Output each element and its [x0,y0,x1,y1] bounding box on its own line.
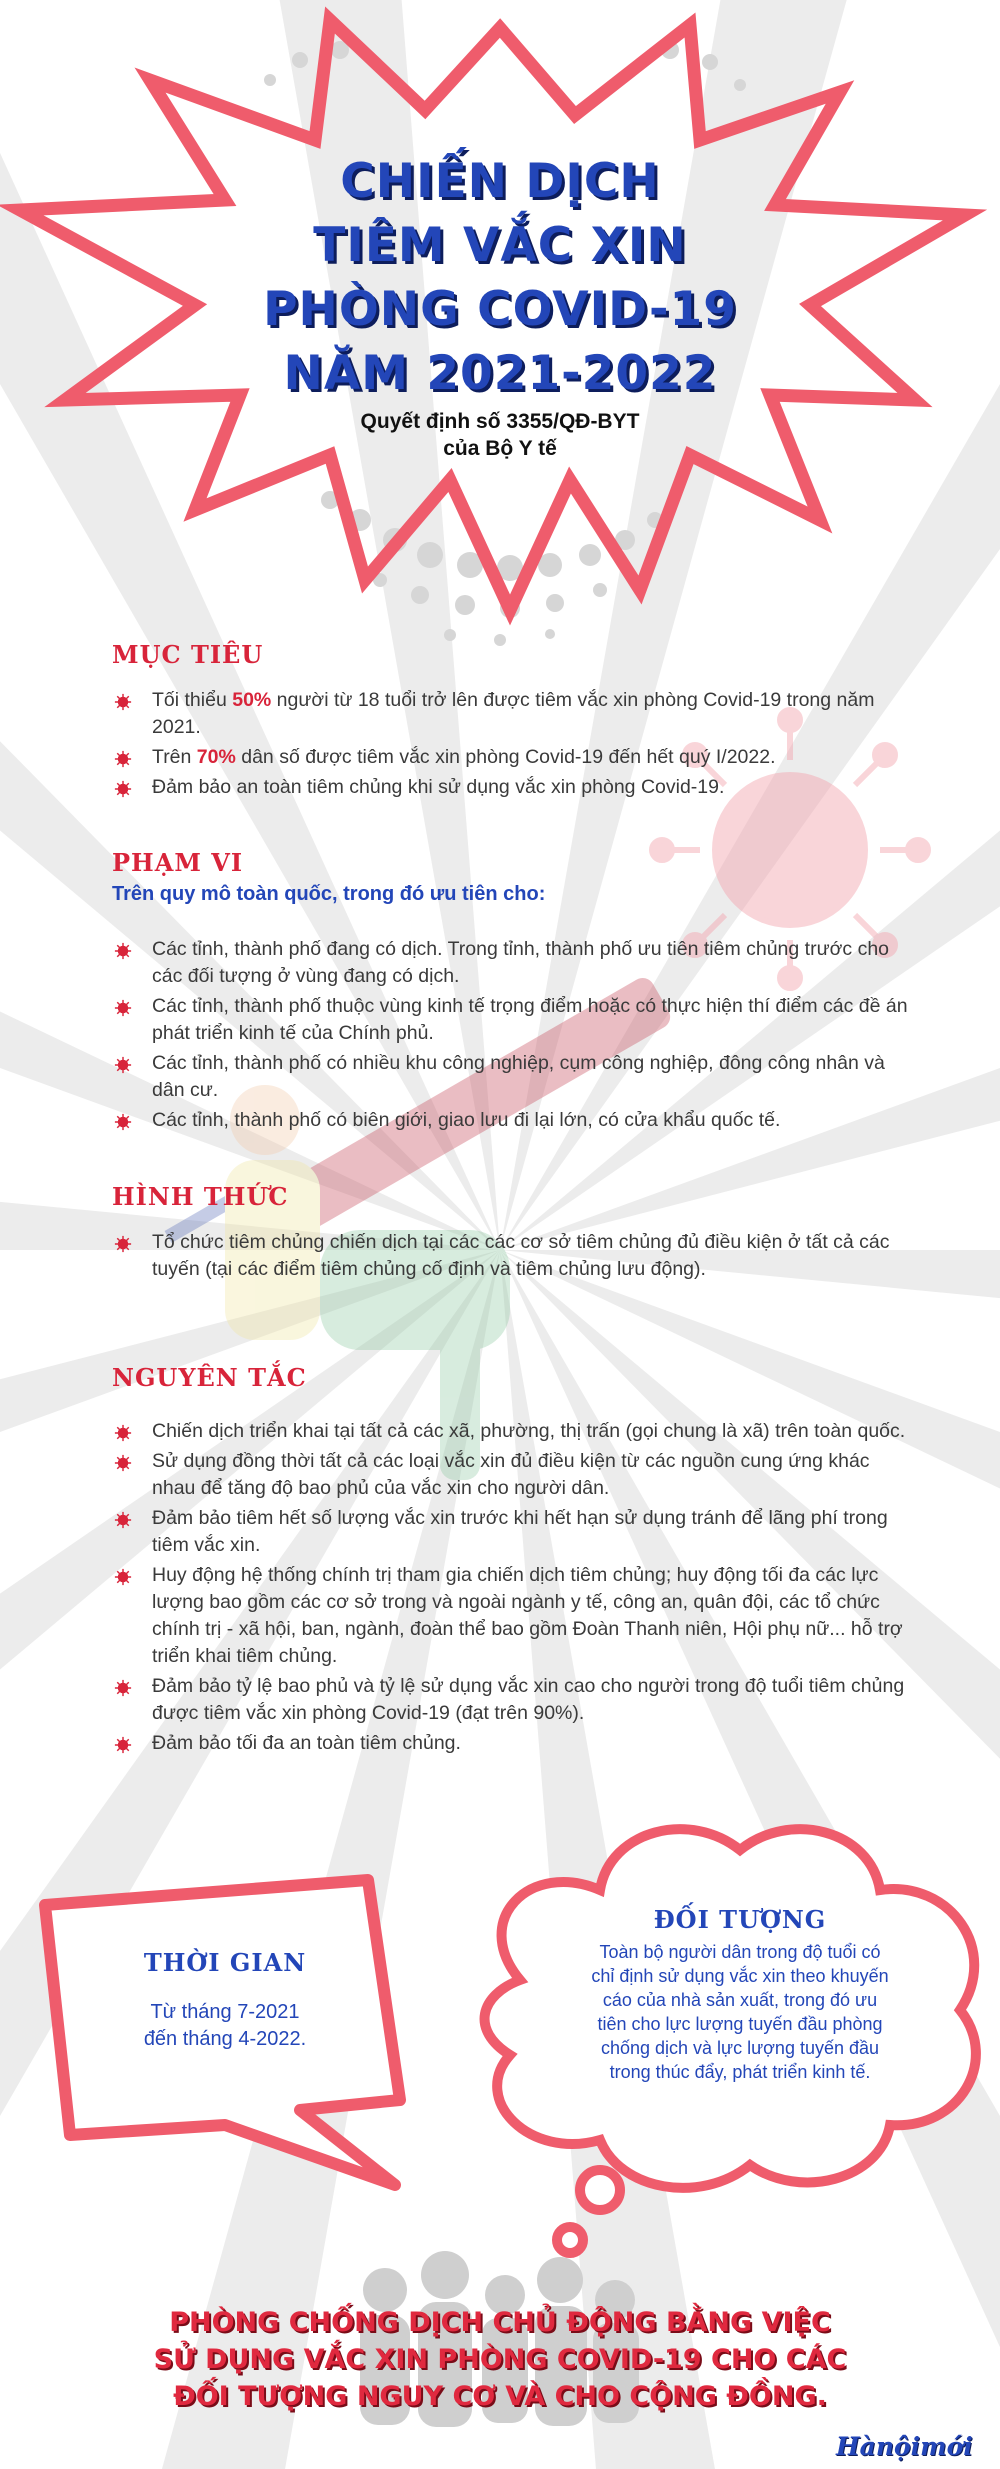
virus-bullet-icon [114,749,132,767]
target-box [550,1905,930,2084]
footer-slogan [130,2304,870,2415]
virus-bullet-icon [114,1510,132,1528]
time-text [75,1999,375,2053]
item-text: người từ 18 tuổi trở lên được tiêm vắc xin phòng Covid-19 trong năm 2021. [152,689,875,738]
virus-bullet-icon [114,1453,132,1471]
item-text: dân số được tiêm vắc xin phòng Covid-19 đến hết quý I/2022. [235,746,776,768]
list-item [112,993,912,1047]
section-heading: HÌNH THỨC [112,1182,289,1211]
item-highlight: 50% [232,689,272,711]
virus-bullet-icon [114,692,132,710]
list-item [112,1673,912,1727]
item-text: Trên [152,746,197,768]
subtitle-line: Quyết định số 3355/QĐ-BYT [360,410,640,433]
item-text: Đảm bảo tiêm hết số lượng vắc xin trước khi hết hạn sử dụng tránh để lãng phí trong tiêm vắc xin. [152,1507,888,1556]
item-text: Huy động hệ thống chính trị tham gia chiến dịch tiêm chủng; huy động tối đa các lực lượng bao gồm các cơ sở trong và ngoài ngành y tế, công an, quân đội, các tổ chức chính trị - xã hội, ban, ngành, đoàn thể bao gồm Đoàn Thanh niên, Hội phụ nữ... hỗ trợ triển khai tiêm chủng. [152,1564,903,1667]
subtitle [300,408,700,462]
item-text: Các tỉnh, thành phố thuộc vùng kinh tế trọng điểm hoặc có thực hiện thí điểm các đề án phát triển kinh tế của Chính phủ. [152,995,908,1044]
target-text [550,1940,930,2084]
bullet-list [112,687,912,801]
virus-bullet-icon [114,941,132,959]
virus-bullet-icon [114,779,132,797]
list-item [112,744,912,771]
list-item [112,1448,912,1502]
section-pham-vi [112,848,912,1137]
section-heading: MỤC TIÊU [112,640,264,669]
list-item [112,687,912,741]
list-item [112,1505,912,1559]
list-item [112,1730,912,1757]
list-item [112,1418,912,1445]
list-item [112,1050,912,1104]
list-item [112,1229,912,1283]
title-line: TIÊM VẮC XIN [313,218,687,273]
virus-bullet-icon [114,1567,132,1585]
item-text: Chiến dịch triển khai tại tất cả các xã, phường, thị trấn (gọi chung là xã) trên toàn quốc. [152,1420,906,1442]
section-hinh-thuc [112,1182,912,1286]
target-line: Toàn bộ người dân trong độ tuổi có [599,1942,881,1962]
item-text: Các tỉnh, thành phố có nhiều khu công nghiệp, cụm công nghiệp, đông công nhân và dân cư. [152,1052,885,1101]
item-text: Các tỉnh, thành phố có biên giới, giao lưu đi lại lớn, có cửa khẩu quốc tế. [152,1109,781,1131]
virus-bullet-icon [114,1234,132,1252]
section-nguyen-tac [112,1363,912,1760]
slogan-line: PHÒNG CHỐNG DỊCH CHỦ ĐỘNG BẰNG VIỆC [169,2307,831,2338]
virus-bullet-icon [114,1735,132,1753]
subtitle-line: của Bộ Y tế [443,437,557,460]
bullet-list [112,1229,912,1283]
item-text: Tổ chức tiêm chủng chiến dịch tại các các cơ sở tiêm chủng đủ điều kiện ở tất cả các tuyến (tại các điểm tiêm chủng cố định và tiêm chủng lưu động). [152,1231,890,1280]
time-box [75,1948,375,2053]
virus-bullet-icon [114,1055,132,1073]
slogan-line: ĐỐI TƯỢNG NGUY CƠ VÀ CHO CỘNG ĐỒNG. [173,2381,827,2412]
main-title [200,150,800,406]
target-line: trong thúc đẩy, phát triển kinh tế. [609,2062,871,2082]
list-item [112,936,912,990]
section-muc-tieu [112,640,912,804]
target-heading: ĐỐI TƯỢNG [653,1905,827,1934]
title-line: CHIẾN DỊCH [340,154,660,209]
item-text: Đảm bảo an toàn tiêm chủng khi sử dụng vắc xin phòng Covid-19. [152,776,725,798]
virus-bullet-icon [114,1423,132,1441]
bullet-list [112,1418,912,1757]
time-line: đến tháng 4-2022. [143,2028,307,2050]
item-highlight: 70% [196,746,236,768]
item-text: Tối thiểu [152,689,233,711]
time-heading: THỜI GIAN [143,1948,307,1977]
item-text: Sử dụng đồng thời tất cả các loại vắc xin đủ điều kiện từ các nguồn cung ứng khác nhau để tăng độ bao phủ của vắc xin cho người dân. [152,1450,870,1499]
section-heading: PHẠM VI [112,848,244,877]
title-line: NĂM 2021-2022 [283,346,717,401]
list-item [112,774,912,801]
virus-bullet-icon [114,1678,132,1696]
section-intro: Trên quy mô toàn quốc, trong đó ưu tiên cho: [112,883,546,905]
target-line: tiên cho lực lượng tuyến đầu phòng [597,2014,883,2034]
section-heading: NGUYÊN TẮC [112,1363,307,1392]
list-item [112,1107,912,1134]
hanoimoi-logo: Hànộimới [836,2432,973,2461]
virus-bullet-icon [114,998,132,1016]
item-text: Các tỉnh, thành phố đang có dịch. Trong tỉnh, thành phố ưu tiên tiêm chủng trước cho các đối tượng ở vùng đang có dịch. [152,938,890,987]
target-line: chỉ định sử dụng vắc xin theo khuyến [591,1966,889,1986]
bullet-list [112,936,912,1134]
target-line: chống dịch và lực lượng tuyến đầu [600,2038,880,2058]
item-text: Đảm bảo tối đa an toàn tiêm chủng. [152,1732,461,1754]
time-line: Từ tháng 7-2021 [150,2001,300,2023]
virus-bullet-icon [114,1112,132,1130]
slogan-line: SỬ DỤNG VẮC XIN PHÒNG COVID-19 CHO CÁC [153,2344,847,2375]
list-item [112,1562,912,1670]
title-line: PHÒNG COVID-19 [263,282,737,337]
item-text: Đảm bảo tỷ lệ bao phủ và tỷ lệ sử dụng vắc xin cao cho người trong độ tuổi tiêm chủng được tiêm vắc xin phòng Covid-19 (đạt trên 90%). [152,1675,905,1724]
target-line: cáo của nhà sản xuất, trong đó ưu [602,1990,878,2010]
